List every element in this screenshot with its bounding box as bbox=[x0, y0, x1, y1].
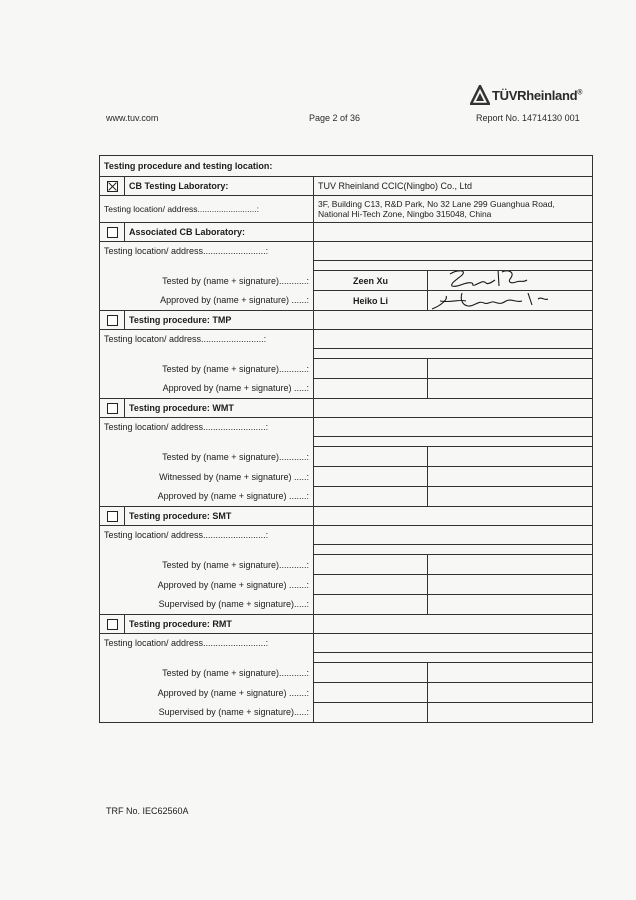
page-number: Page 2 of 36 bbox=[309, 113, 361, 123]
cb-lab-address: 3F, Building C13, R&D Park, No 32 Lane 299 Guanghua Road, National Hi-Tech Zone, Ningbo 315048, China bbox=[314, 196, 593, 223]
table-title: Testing procedure and testing location: bbox=[100, 156, 593, 177]
associated-lab-checkbox[interactable] bbox=[100, 223, 125, 242]
cb-lab-name: TUV Rheinland CCIC(Ningbo) Co., Ltd bbox=[314, 177, 593, 196]
associated-lab-label: Associated CB Laboratory: bbox=[125, 223, 314, 242]
rmt-checkbox[interactable] bbox=[100, 615, 125, 634]
associated-tested-label: Tested by (name + signature)...........: bbox=[100, 271, 314, 291]
website: www.tuv.com bbox=[106, 113, 159, 123]
wmt-checkbox[interactable] bbox=[100, 399, 125, 418]
smt-supervised-label: Supervised by (name + signature).....: bbox=[100, 595, 314, 615]
associated-approved-label: Approved by (name + signature) ......: bbox=[100, 291, 314, 311]
smt-checkbox[interactable] bbox=[100, 507, 125, 526]
rmt-location-label: Testing location/ address.........................: bbox=[100, 634, 314, 653]
rmt-tested-label: Tested by (name + signature)...........: bbox=[100, 663, 314, 683]
report-number: Report No. 14714130 001 bbox=[476, 113, 580, 123]
tmp-location-label: Testing locaton/ address.........................: bbox=[100, 330, 314, 349]
smt-tested-label: Tested by (name + signature)...........: bbox=[100, 555, 314, 575]
smt-location-label: Testing location/ address.........................: bbox=[100, 526, 314, 545]
testing-procedure-table bbox=[99, 155, 593, 723]
tested-signature bbox=[428, 271, 593, 291]
smt-label: Testing procedure: SMT bbox=[125, 507, 314, 526]
wmt-location-label: Testing location/ address.........................: bbox=[100, 418, 314, 437]
cb-lab-label: CB Testing Laboratory: bbox=[125, 177, 314, 196]
wmt-approved-label: Approved by (name + signature) .......: bbox=[100, 487, 314, 507]
smt-approved-label: Approved by (name + signature) .......: bbox=[100, 575, 314, 595]
cb-lab-location-label: Testing location/ address.........................: bbox=[100, 196, 314, 223]
tuv-triangle-icon bbox=[470, 85, 490, 105]
tmp-tested-label: Tested by (name + signature)...........: bbox=[100, 359, 314, 379]
wmt-tested-label: Tested by (name + signature)...........: bbox=[100, 447, 314, 467]
approved-signature bbox=[428, 291, 593, 311]
cb-lab-checkbox[interactable] bbox=[100, 177, 125, 196]
associated-location-value bbox=[314, 242, 593, 261]
brand-name: TÜVRheinland® bbox=[492, 88, 583, 103]
tuv-logo bbox=[470, 85, 600, 109]
rmt-approved-label: Approved by (name + signature) .......: bbox=[100, 683, 314, 703]
associated-approved-name: Heiko Li bbox=[314, 291, 428, 311]
tmp-label: Testing procedure: TMP bbox=[125, 311, 314, 330]
trf-number: TRF No. IEC62560A bbox=[106, 806, 189, 816]
tmp-checkbox[interactable] bbox=[100, 311, 125, 330]
tmp-approved-label: Approved by (name + signature) .....: bbox=[100, 379, 314, 399]
wmt-label: Testing procedure: WMT bbox=[125, 399, 314, 418]
wmt-witnessed-label: Witnessed by (name + signature) .....: bbox=[100, 467, 314, 487]
rmt-label: Testing procedure: RMT bbox=[125, 615, 314, 634]
associated-tested-name: Zeen Xu bbox=[314, 271, 428, 291]
associated-location-label: Testing location/ address.........................: bbox=[100, 242, 314, 261]
rmt-supervised-label: Supervised by (name + signature).....: bbox=[100, 703, 314, 723]
